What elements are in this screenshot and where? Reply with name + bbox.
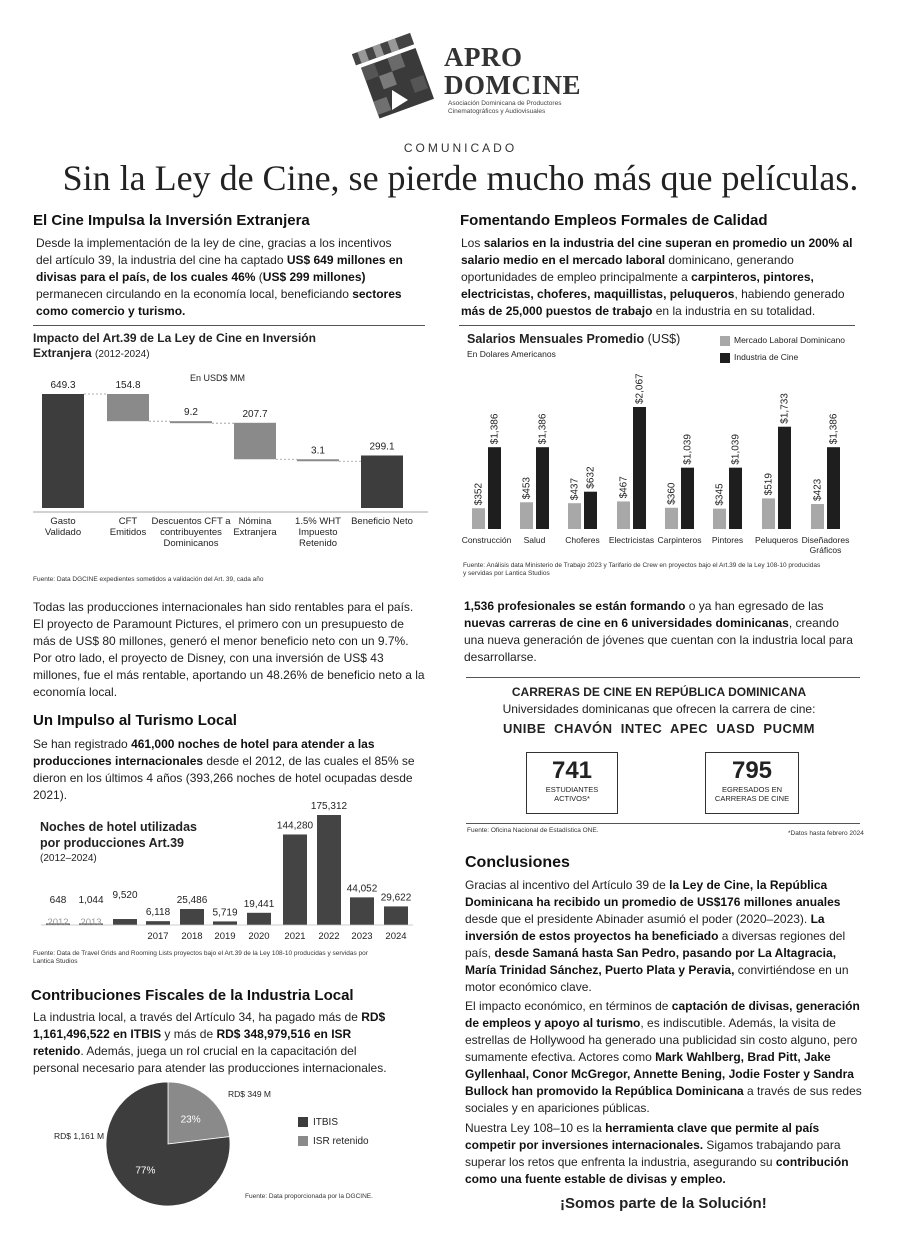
- salary-value-label: $437: [569, 477, 581, 501]
- salary-value-label: $1,386: [828, 413, 840, 445]
- text-run: Nuestra Ley 108–10 es la: [465, 1121, 606, 1135]
- hotel-bar: [317, 815, 341, 925]
- waterfall-value-label: 299.1: [369, 441, 395, 453]
- salary-subtitle: En Dolares Americanos: [467, 349, 556, 359]
- stat-graduates-number: 795: [731, 757, 773, 784]
- text-run: Se han registrado: [33, 737, 132, 751]
- hotel-bar: [113, 919, 137, 925]
- salary-source: [463, 562, 873, 578]
- stat-graduates-box: [705, 752, 799, 814]
- salary-title-unit: (US$): [647, 332, 681, 346]
- text-run: nuevas carreras de cine en 6 universidades dominicanas: [464, 616, 789, 630]
- salary-title: [467, 332, 680, 346]
- salary-legend: [720, 335, 845, 363]
- section-text-fiscal: [33, 1009, 398, 1077]
- salary-value-label: $453: [521, 477, 533, 500]
- section-text-formacion: [464, 598, 859, 666]
- legend-itbis: [298, 1117, 369, 1128]
- pie-source: Fuente: Data proporcionada por la DGCINE.: [245, 1193, 373, 1200]
- hotel-value-label: 1,044: [78, 895, 104, 906]
- hotel-value-label: 6,118: [145, 907, 171, 919]
- legend-isr-label: ISR retenido: [313, 1136, 369, 1147]
- hotel-value-label: 29,622: [380, 892, 412, 904]
- careers-note: *Datos hasta febrero 2024: [788, 830, 864, 837]
- salary-bar: [472, 508, 485, 529]
- pie-slice: [168, 1082, 230, 1144]
- waterfall-category-label: Nómina Extranjera: [233, 516, 277, 538]
- salary-bar: [729, 468, 742, 529]
- text-run: captación de divisas, generación de empleos y apoyo al turismo: [465, 999, 860, 1030]
- stat-students-label-2: ACTIVOS*: [554, 794, 590, 803]
- hotel-year-label: 2017: [147, 931, 169, 942]
- hotel-bar: [146, 921, 170, 925]
- salary-value-label: $1,386: [489, 413, 501, 445]
- salary-chart: [459, 362, 869, 562]
- waterfall-chart: [33, 372, 433, 572]
- text-run: dominicano, generando oportunidades de empleo principalmente a: [461, 253, 794, 284]
- waterfall-category-label: 1.5% WHT Impuesto Retenido: [295, 516, 341, 549]
- hotel-bar: [384, 906, 408, 925]
- hotel-title-1: Noches de hotel utilizadas: [40, 820, 197, 834]
- legend-mercado: [720, 335, 845, 346]
- text-run: la Ley de Cine, la República Dominicana ha recibido un promedio de US$176 millones anuales: [465, 878, 841, 909]
- hotel-bar: [247, 913, 271, 925]
- stat-graduates-label-1: EGRESADOS EN: [721, 785, 782, 794]
- salary-value-label: $2,067: [634, 373, 646, 404]
- logo-name-1: APRO: [444, 42, 523, 72]
- text-run: Desde la implementación de la ley de cine, gracias a los incentivos del artículo 39, la industria del cine ha captado: [36, 236, 392, 267]
- text-run: , es indiscutible. Además, la visita de estrellas de Hollywood ha generado una publicidad sin costo alguno, pero sumamente efectiva. Actores como: [465, 1016, 858, 1064]
- legend-cine: [720, 352, 845, 363]
- salary-category-label: Diseñadores Gráficos: [801, 535, 850, 555]
- salary-value-label: $345: [714, 483, 726, 506]
- hotel-year-label: 2020: [248, 931, 270, 942]
- hotel-value-label: 25,486: [176, 895, 208, 907]
- text-run: La industria local, a través del Artículo 34, ha pagado más de: [33, 1010, 362, 1024]
- section-title-inversion: El Cine Impulsa la Inversión Extranjera: [33, 212, 310, 229]
- salary-bar: [665, 508, 678, 529]
- text-run: desde el 2012, de las cuales el 85% se dieron en los últimos 4 años (393,266 noches de hotel ocupadas desde 2021).: [33, 754, 415, 802]
- salary-bar: [778, 427, 791, 529]
- legend-itbis-label: ITBIS: [313, 1117, 339, 1128]
- film-logo-icon: [352, 30, 442, 122]
- waterfall-title-text: Impacto del Art.39 de La Ley de Cine en Inversión Extranjera: [33, 331, 316, 360]
- stat-students-number: 741: [551, 757, 593, 784]
- text-run: permanecen circulando en la economía local, beneficiando: [36, 287, 353, 301]
- headline: Sin la Ley de Cine, se pierde mucho más que películas.: [62, 158, 859, 198]
- salary-value-label: $352: [473, 482, 485, 506]
- hotel-year-label: 2019: [214, 931, 236, 942]
- text-run: La inversión de estos proyectos ha beneficiado: [465, 912, 825, 943]
- section-text-rentabilidad: Todas las producciones internacionales han sido rentables para el país. El proyecto de Paramount Pictures, el primero con un presupuesto de más de US$ 80 millones, generó el menor beneficio neto con un 9.7%. Por otro lado, el proyecto de Disney, con una inversión de US$ 43 millones, fue el más rentable, aportando un 48.26% de beneficio neto a la economía local.: [33, 600, 425, 699]
- salary-category-label: Electricistas: [608, 535, 655, 545]
- waterfall-category-label: Beneficio Neto: [351, 516, 413, 527]
- text-run: y más de: [161, 1027, 217, 1041]
- pie-legend: [298, 1117, 369, 1147]
- waterfall-category-label: Gasto Validado: [44, 516, 82, 538]
- hotel-year-label: 2018: [181, 931, 203, 942]
- salary-category-label: Pintores: [711, 535, 744, 545]
- waterfall-bar: [361, 455, 403, 508]
- stat-students-box: [526, 752, 618, 814]
- kicker: COMUNICADO: [403, 141, 518, 155]
- pie-percent-label: 77%: [135, 1165, 156, 1177]
- text-run: 1,536 profesionales se están formando: [464, 599, 686, 613]
- hotel-bar: [213, 921, 237, 925]
- hotel-year-label: 2013: [80, 917, 102, 928]
- hotel-title-2: por producciones Art.39: [40, 836, 185, 850]
- waterfall-bar: [107, 394, 149, 421]
- salary-bar: [681, 468, 694, 529]
- salary-category-label: Salud: [523, 535, 546, 545]
- pie-label-itbis: RD$ 1,161 M: [54, 1131, 105, 1141]
- text-run: a través de sus redes sociales y en apariciones públicas.: [465, 1084, 862, 1115]
- text-run: más de 25,000 puestos de trabajo: [461, 304, 653, 318]
- text-run: RD$ 348,979,516 en ISR retenido: [33, 1027, 352, 1058]
- salary-value-label: $632: [585, 466, 597, 489]
- section-title-conclusiones: Conclusiones: [465, 854, 570, 871]
- text-run: desde que el presidente Abinader asumió el poder (2020–2023).: [465, 912, 811, 926]
- salary-value-label: $1,039: [730, 434, 742, 465]
- text-run: Mark Wahlberg, Brad Pitt, Jake Gyllenhaal, Conor McGregor, Annette Bening, Jodie Foster y Sandra Bullock han promovido la República Dominicana: [465, 1050, 854, 1098]
- divider: [459, 325, 855, 326]
- text-run: contribución como una fuente estable de divisas y empleo.: [465, 1155, 849, 1186]
- divider: [33, 325, 425, 326]
- legend-cine-label: Industria de Cine: [734, 351, 799, 362]
- text-run: Los: [461, 236, 484, 250]
- legend-mercado-label: Mercado Laboral Dominicano: [734, 335, 846, 345]
- section-text-turismo: [33, 736, 428, 804]
- waterfall-value-label: 154.8: [115, 380, 141, 391]
- stat-graduates-label-2: CARRERAS DE CINE: [714, 794, 790, 803]
- salary-source-2: y servidas por Lantica Studios: [463, 570, 550, 577]
- fiscal-pie-chart: [102, 1078, 242, 1218]
- text-run: RD$ 1,161,496,522 en ITBIS: [33, 1010, 386, 1041]
- divider: [466, 823, 860, 824]
- text-run: o ya han egresado de las: [685, 599, 824, 613]
- careers-title: CARRERAS DE CINE EN REPÚBLICA DOMINICANA: [511, 685, 807, 699]
- salary-source-1: Fuente: Análisis data Ministerio de Trabajo 2023 y Tarifario de Crew en proyectos bajo el Art.39 de la Ley 108-10 producidas: [463, 562, 821, 569]
- pie-label-isr: RD$ 349 M: [228, 1089, 271, 1099]
- hotel-year-label: 2024: [385, 931, 407, 942]
- careers-subtitle: Universidades dominicanas que ofrecen la carrera de cine:: [502, 702, 816, 716]
- waterfall-title-range: (2012-2024): [95, 349, 150, 360]
- legend-isr: [298, 1136, 369, 1147]
- logo-name-2: DOMCINE: [444, 70, 581, 100]
- salary-value-label: $1,733: [779, 393, 791, 424]
- salary-category-label: Carpinteros: [657, 535, 702, 545]
- salary-value-label: $360: [666, 482, 678, 505]
- waterfall-category-label: CFT Emitidos: [109, 516, 147, 538]
- hotel-source-1: Fuente: Data de Travel Grids and Rooming Lists proyectos bajo el Art.39 de la Ley 108-10 producidas y servidas por: [33, 950, 368, 957]
- hotel-value-label: 9,520: [112, 890, 138, 901]
- stat-students-label-1: ESTUDIANTES: [545, 785, 599, 794]
- waterfall-bar: [42, 394, 84, 508]
- universities-list: UNIBE CHAVÓN INTEC APEC UASD PUCMM: [502, 721, 815, 736]
- hotel-year-label: 2012: [47, 917, 69, 928]
- hotel-value-label: 175,312: [310, 801, 348, 812]
- salary-value-label: $467: [618, 476, 630, 499]
- text-run: , creando una nueva generación de jóvenes que cuentan con la industria local para desarrollarse.: [464, 616, 853, 664]
- waterfall-bar: [234, 423, 276, 459]
- section-text-inversion: [36, 235, 406, 320]
- text-run: . Además, juega un rol crucial en la capacitación del personal necesario para atender las producciones internacionales.: [33, 1044, 387, 1075]
- waterfall-source: Fuente: Data DGCINE expedientes sometidos a validación del Art. 39, cada año: [33, 576, 264, 583]
- salary-value-label: $519: [763, 473, 775, 496]
- waterfall-bar: [297, 459, 339, 461]
- conclusion-paragraph-3: [465, 1120, 865, 1188]
- hotel-value-label: 648: [49, 895, 67, 906]
- salary-category-label: Construcción: [461, 535, 512, 545]
- text-run: US$ 649 millones en divisas para el país, de los cuales 46%: [36, 253, 403, 284]
- conclusion-paragraph-2: [465, 998, 865, 1117]
- waterfall-value-label: 207.7: [242, 408, 268, 420]
- salary-title-text: Salarios Mensuales Promedio: [467, 332, 645, 346]
- waterfall-unit: En USD$ MM: [190, 373, 246, 383]
- waterfall-value-label: 649.3: [50, 380, 76, 391]
- salary-value-label: $1,039: [682, 434, 694, 465]
- salary-bar: [811, 504, 824, 529]
- text-run: salarios en la industria del cine superan en promedio un 200% al salario medio en el mercado laboral: [461, 236, 853, 267]
- hotel-bar: [350, 897, 374, 925]
- hotel-year-label: 2021: [284, 931, 306, 942]
- hotel-value-label: 5,719: [212, 907, 238, 919]
- text-run: Sigamos trabajando para superar los retos que enfrenta la industria, asegurando su: [465, 1138, 841, 1169]
- closing-slogan: ¡Somos parte de la Solución!: [560, 1195, 767, 1212]
- salary-category-label: Peluqueros: [754, 535, 799, 545]
- hotel-bar: [180, 909, 204, 925]
- section-title-empleos: Fomentando Empleos Formales de Calidad: [460, 212, 768, 229]
- text-run: sectores como comercio y turismo.: [36, 287, 402, 318]
- salary-bar: [488, 447, 501, 529]
- hotel-year-label: 2023: [351, 931, 373, 942]
- text-run: herramienta clave que permite al país competir por inversiones internacionales.: [465, 1121, 820, 1152]
- pie-percent-label: 23%: [180, 1114, 201, 1126]
- waterfall-title: [33, 331, 333, 362]
- salary-bar: [633, 407, 646, 529]
- text-run: en la industria en su totalidad.: [652, 304, 816, 318]
- conclusion-paragraph-1: [465, 877, 865, 996]
- section-text-empleos: [461, 235, 856, 320]
- hotel-value-label: 19,441: [243, 898, 275, 910]
- salary-bar: [568, 503, 581, 529]
- hotel-source-2: Lantica Studios: [33, 958, 78, 965]
- text-run: 461,000 noches de hotel para atender a las producciones internacionales: [33, 737, 375, 768]
- salary-bar: [536, 447, 549, 529]
- salary-value-label: $423: [812, 478, 824, 502]
- waterfall-category-label: Descuentos CFT a contribuyentes Dominicanos: [151, 516, 231, 549]
- waterfall-value-label: 3.1: [311, 445, 325, 457]
- salary-bar: [520, 502, 533, 529]
- salary-bar: [827, 447, 840, 529]
- text-run: desde Samaná hasta San Pedro, pasando por La Altagracia, María Trinidad Sánchez, Puerto Plata y Peravia,: [465, 946, 837, 977]
- logo: [352, 30, 582, 130]
- salary-bar: [617, 501, 630, 529]
- careers-source: Fuente: Oficina Nacional de Estadística ONE.: [467, 827, 599, 834]
- hotel-bar: [283, 834, 307, 925]
- salary-bar: [584, 492, 597, 529]
- waterfall-bar: [170, 421, 212, 423]
- section-title-turismo: Un Impulso al Turismo Local: [33, 712, 237, 729]
- text-run: El impacto económico, en términos de: [465, 999, 672, 1013]
- salary-bar: [713, 509, 726, 529]
- text-run: (: [255, 270, 263, 284]
- hotel-year-label: 2022: [318, 931, 340, 942]
- salary-value-label: $1,386: [537, 413, 549, 445]
- hotel-source: [33, 950, 428, 966]
- text-run: a diversas regiones del país,: [465, 929, 846, 960]
- text-run: , habiendo generado: [734, 287, 845, 301]
- logo-subtitle-2: Cinematográficos y Audiovisuales: [448, 108, 546, 115]
- text-run: US$ 299 millones): [262, 270, 366, 284]
- salary-category-label: Choferes: [565, 535, 600, 545]
- divider: [466, 677, 860, 678]
- hotel-title-range: (2012–2024): [40, 853, 97, 864]
- hotel-value-label: 44,052: [346, 883, 378, 895]
- logo-subtitle-1: Asociación Dominicana de Productores: [448, 100, 562, 107]
- salary-bar: [762, 498, 775, 529]
- hotel-value-label: 144,280: [276, 820, 314, 832]
- section-title-fiscal: Contribuciones Fiscales de la Industria Local: [31, 987, 354, 1004]
- waterfall-value-label: 9.2: [184, 407, 198, 419]
- text-run: convirtiéndose en un motor económico clave.: [465, 963, 849, 994]
- text-run: carpinteros, pintores, electricistas, choferes, maquillistas, peluqueros: [461, 270, 814, 301]
- hotel-nights-chart: [33, 796, 433, 946]
- text-run: Gracias al incentivo del Artículo 39 de: [465, 878, 670, 892]
